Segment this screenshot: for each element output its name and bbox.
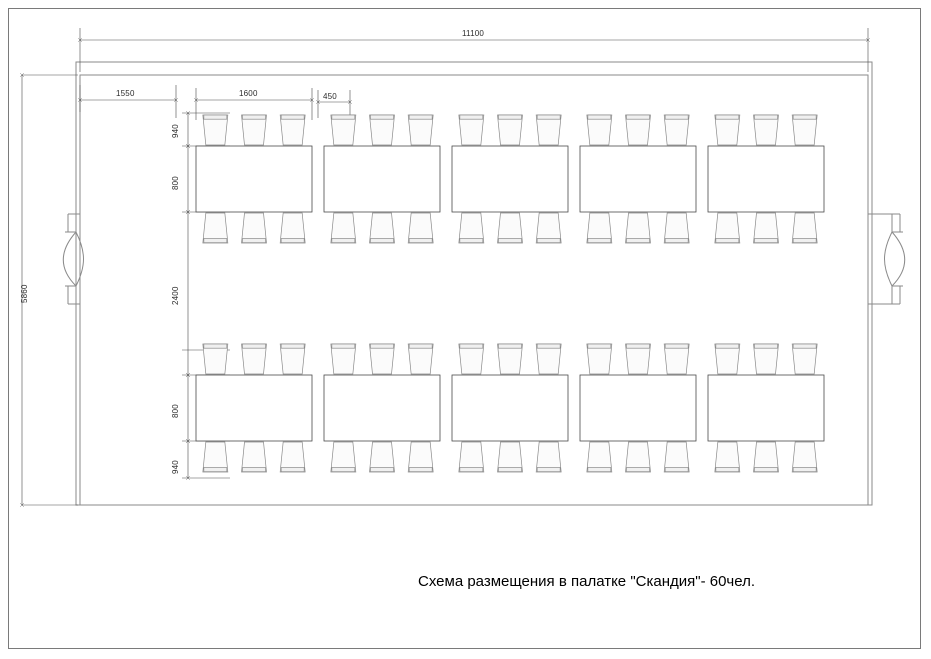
table [708,375,824,441]
chair [754,213,779,243]
chair [792,213,817,243]
dim-chair-depth-bottom: 940 [171,460,180,474]
chair [536,442,561,472]
chair [408,213,433,243]
chair [280,213,305,243]
furniture-layer [196,115,824,472]
chair [792,442,817,472]
chair [498,442,523,472]
chair [587,213,612,243]
chair [626,344,651,374]
chair [370,344,395,374]
chair [203,442,228,472]
chair [280,442,305,472]
chair [626,213,651,243]
chair [792,344,817,374]
dim-table-depth-bottom: 800 [171,404,180,418]
chair [242,115,267,145]
dim-chair-depth-top: 940 [171,124,180,138]
chair [408,344,433,374]
chair [715,115,740,145]
chair [754,344,779,374]
bottom-table-row [196,344,824,472]
chair [498,115,523,145]
top-table-row [196,115,824,243]
chair [331,213,356,243]
table [452,146,568,212]
chair [664,442,689,472]
chair [587,344,612,374]
chair [626,115,651,145]
chair [203,115,228,145]
dim-table-depth-top: 800 [171,176,180,190]
chair [459,213,484,243]
chair [203,213,228,243]
chair [626,442,651,472]
dim-table-length: 1600 [239,89,258,98]
chair [242,344,267,374]
table [580,375,696,441]
chair [536,115,561,145]
dim-margin-left: 1550 [116,89,135,98]
dim-overall-height: 5860 [20,284,29,303]
chair [754,115,779,145]
chair [664,213,689,243]
table [196,375,312,441]
chair [203,344,228,374]
table [324,375,440,441]
chair [715,344,740,374]
table [196,146,312,212]
chair [664,344,689,374]
dim-chair-pitch: 450 [323,92,337,101]
table [708,146,824,212]
chair [664,115,689,145]
chair [459,442,484,472]
chair [587,115,612,145]
chair [280,344,305,374]
chair [408,115,433,145]
chair [370,442,395,472]
chair [754,442,779,472]
chair [536,344,561,374]
plan-caption: Схема размещения в палатке "Скандия"- 60чел. [418,573,756,590]
chair [498,344,523,374]
chair [536,213,561,243]
table [580,146,696,212]
table [452,375,568,441]
chair [242,213,267,243]
chair [370,213,395,243]
table [324,146,440,212]
chair [459,115,484,145]
chair [792,115,817,145]
chair [498,213,523,243]
chair [459,344,484,374]
chair [242,442,267,472]
chair [715,442,740,472]
chair [331,115,356,145]
dim-aisle: 2400 [171,286,180,305]
chair [280,115,305,145]
chair [587,442,612,472]
chair [331,442,356,472]
dim-overall-width: 11100 [462,29,485,38]
chair [715,213,740,243]
chair [408,442,433,472]
chair [370,115,395,145]
chair [331,344,356,374]
